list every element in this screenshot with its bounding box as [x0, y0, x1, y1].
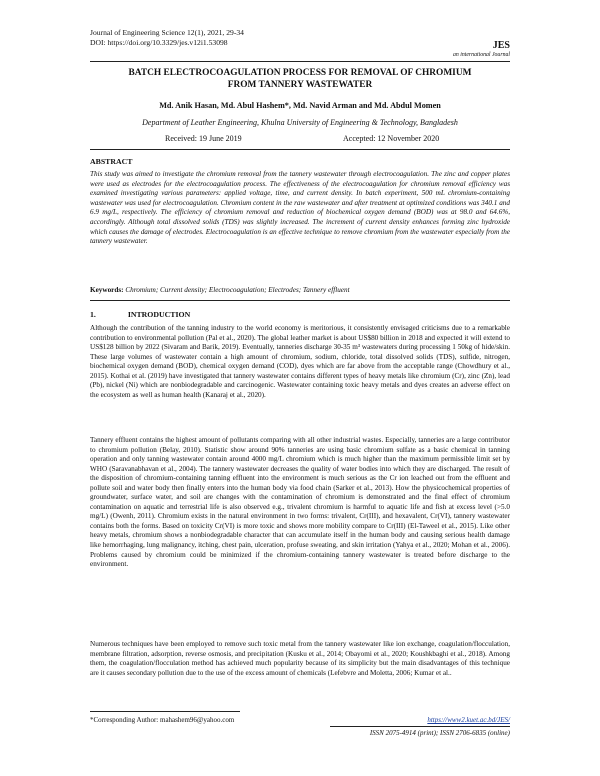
footer-divider: [330, 726, 510, 727]
title-line: FROM TANNERY WASTEWATER: [227, 80, 373, 90]
title-line: BATCH ELECTROCOAGULATION PROCESS FOR REMOVAL OF CHROMIUM: [128, 68, 472, 78]
keywords-list: Chromium; Current density; Electrocoagulation; Electrodes; Tannery effluent: [125, 286, 350, 294]
journal-logo-block: [453, 40, 510, 59]
paragraph: Numerous techniques have been employed to remove such toxic metal from the tannery wastewater like ion exchange, coagulation/flocculation, membrane filtration, adsorption, reverse osmosis, and precipitation (Kusku et al., 2014; Obayomi et al., 2020; Koushkbaghi et al., 2018). Among them, the coagulation/flocculation method has achieved much popularity because of its simplicity but the main disadvantages of this technique are it causes secondary pollution due to the use of the excess amount of chemicals (Lefebvre and Moletta, 2006; Kumar et al..: [90, 640, 510, 677]
keywords-divider: [90, 300, 510, 301]
corresponding-author: *Corresponding Author: mahashem96@yahoo.com: [90, 716, 235, 724]
journal-abbreviation: JES: [492, 40, 510, 51]
received-date: Received: 19 June 2019: [165, 134, 242, 143]
intro-heading: [90, 310, 190, 319]
doi-line[interactable]: DOI: https://doi.org/10.3329/jes.v12i1.53098: [90, 38, 228, 47]
affiliation: Department of Leather Engineering, Khulna University of Engineering & Technology, Bangladesh: [142, 118, 458, 127]
journal-header: [90, 28, 244, 48]
abstract-divider: [90, 149, 510, 150]
keywords-line: [90, 286, 510, 294]
abstract-text: This study was aimed to investigate the chromium removal from the tannery wastewater through electrocoagulation. The zinc and copper plates were used as electrodes for the electrocoagulation process. The effectiveness of the electrocoagulation for chromium removal efficiency was examined investigating various parameters: applied voltage, time, and current density. In batch experiment, 500 mL chromium-containing wastewater was used for electrocoagulation. Chromium content in the raw wastewater and after treatment at optimized conditions was 340.1 and 6.9 mg/L, respectively. The efficiency of chromium removal and reduction of biochemical oxygen demand (BOD) was at 98.0 and 64.6%, accordingly. Although total dissolved solids (TDS) was slightly increased. The increment of current density enhances forming zinc hydroxide which causes the damage of electrodes. Electrocoagulation is an effective technique to remove chromium from the wastewater especially from the tannery wastewater.: [90, 170, 510, 246]
issn-line: ISSN 2075-4914 (print); ISSN 2706-6835 (online): [369, 729, 510, 737]
author-list: Md. Anik Hasan, Md. Abul Hashem*, Md. Navid Arman and Md. Abdul Momen: [159, 101, 441, 110]
paper-title: [90, 67, 510, 91]
journal-subtitle: an international Journal: [452, 52, 510, 58]
keywords-label: Keywords:: [90, 286, 124, 294]
accepted-date: Accepted: 12 November 2020: [343, 134, 440, 143]
footnote-divider: [90, 711, 240, 712]
paragraph: Tannery effluent contains the highest amount of pollutants comparing with all other industrial wastes. Especially, tanneries are a large contributor to chromium pollution (Belay, 2010). Statistic show around 90% tanneries are using basic chromium sulfate as a basic chemical in tanning operation and only tanning wastewater contain around 4000 mg/L chromium which is much higher than the maximum permissible limit set by WHO (Saravanabhavan et al., 2004). The tannery wastewater decreases the quality of water bodies into which they are discharged. The result of the disposition of chromium-containing tanning effluent into the environment is much serious as the Cr ion leached out from the effluent and pollute soil and water body then finally enters into the human body via food chain (Sarker et al., 2013). How the physicochemical properties of groundwater, surface water, and soil are changes with the contamination of chromium is demonstrated and the final effect of chromium contamination on aquatic and terrestrial life is also observed e.g., trivalent chromium is harmful to aquatic life and fish at excess level (>5.0 mg/L) (Owenh, 2011). Chromium exists in the natural environment in two forms: trivalent, Cr(III), and hexavalent, Cr(VI), tannery wastewater contains both the forms. Based on toxicity Cr(VI) is more toxic and shows more mobility compare to Cr(III) (El-Taweel et al., 2015). Like other heavy metals, chromium shows a nonbiodegradable character that can accumulate itself in the human body and causing serious health damage like hemorrhaging, lung malignancy, itching, chest pain, ulceration, profuse sweating, and skin irritation (Yahya et al., 2020; Mohan et al., 2006). Problems caused by chromium could be minimized if the chromium-containing tannery wastewater is treated before discharge to the environment.: [90, 436, 510, 569]
journal-link[interactable]: https://www2.kuet.ac.bd/JES/: [427, 716, 510, 724]
journal-url[interactable]: [427, 716, 510, 724]
abstract-heading: ABSTRACT: [90, 157, 133, 166]
journal-citation: Journal of Engineering Science 12(1), 2021, 29-34: [90, 28, 244, 37]
section-title: INTRODUCTION: [127, 310, 191, 319]
section-number: 1.: [90, 310, 96, 319]
paragraph: Although the contribution of the tanning industry to the world economy is meritorious, it consistently envisaged criticisms due to a remarkable contribution to environmental pollution (Pal et al., 2020). The global leather market is about US$80 billion in 2018 and expected it will extend to US$128 billion by 2022 (Sivaram and Barik, 2019). Eventually, tanneries discharge 30-35 m³ wastewaters during processing 1 50kg of hide/skin. These large volumes of wastewater contain a high amount of chromium, sodium, chloride, total dissolved solids (TDS), sulfide, nitrogen, biochemical oxygen demand (BOD), chemical oxygen demand (COD), dyes which are far above from the acceptable range (Chowdhury et al., 2015). Kothai et al. (2019) have investigated that tannery wastewater contains different types of heavy metals like chromium (Cr), zinc (Zn), lead (Pb), nickel (Ni) which are nonbiodegradable and carcinogenic. Wastewater containing toxic heavy metals and dyes creates an adverse effect on the ecosystem as well as human health (Kanaraj et al., 2020).: [90, 324, 510, 399]
header-divider: [90, 61, 510, 62]
